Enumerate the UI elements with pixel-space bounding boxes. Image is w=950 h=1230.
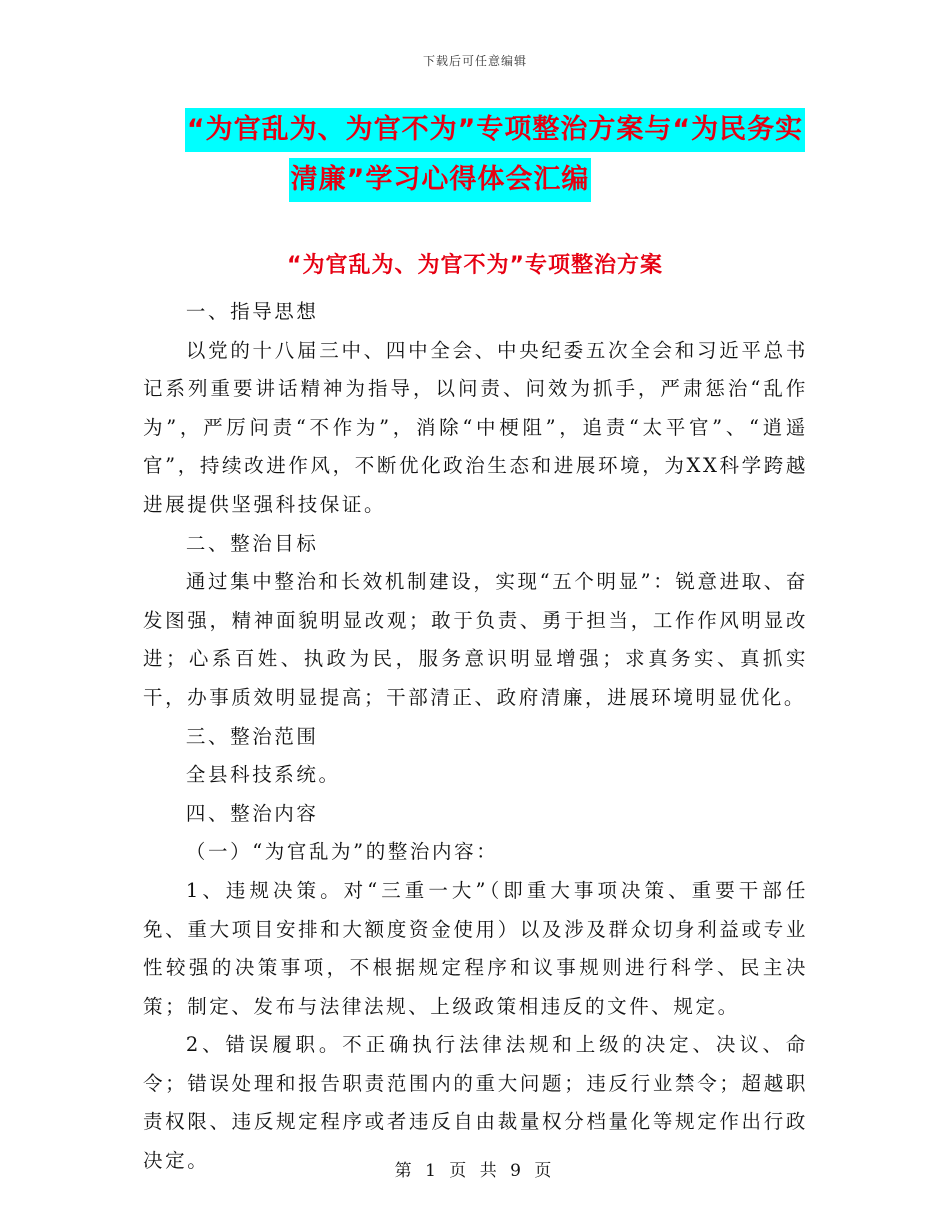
header-note: 下载后可任意编辑 bbox=[422, 54, 527, 68]
heading-rectification-content: 四、整治内容 bbox=[185, 801, 319, 825]
section-title: “为官乱为、为官不为”专项整治方案 bbox=[287, 253, 663, 278]
paragraph-rectification-goals: 通过集中整治和长效机制建设，实现“五个明显”：锐意进取、奋发图强，精神面貌明显改观；敢于负责、勇于担当，工作作风明显改进；心系百姓、执政为民，服务意识明显增强；求真务实、真抓实干，办事质效明显提高；干部清正、政府清廉，进展环境明显优化。 bbox=[143, 570, 808, 709]
heading-guiding-ideology: 一、指导思想 bbox=[185, 300, 319, 323]
heading-rectification-scope: 三、整治范围 bbox=[185, 724, 319, 748]
document-title bbox=[0, 108, 950, 202]
page-footer: 第 1 页 共 9 页 bbox=[394, 1161, 556, 1181]
paragraph-guiding-ideology: 以党的十八届三中、四中全会、中央纪委五次全会和习近平总书记系列重要讲话精神为指导，以问责、问效为抓手，严肃惩治“乱作为”，严厉问责“不作为”，消除“中梗阻”，追责“太平官”、“逍遥官”，持续改进作风，不断优化政治生态和进展环境，为XX科学跨越进展提供坚强科技保证。 bbox=[143, 338, 808, 516]
paragraph-illegal-decisions: 1、违规决策。对“三重一大”（即重大事项决策、重要干部任免、重大项目安排和大额度资金使用）以及涉及群众切身利益或专业性较强的决策事项，不根据规定程序和议事规则进行科学、民主决策；制定、发布与法律法规、上级政策相违反的文件、规定。 bbox=[143, 878, 808, 1018]
paragraph-wrong-duty: 2、错误履职。不正确执行法律法规和上级的决定、决议、命令；错误处理和报告职责范围内的重大问题；违反行业禁令；超越职责权限、违反规定程序或者违反自由裁量权分档量化等规定作出行政决定。 bbox=[143, 1033, 808, 1173]
heading-rectification-goals: 二、整治目标 bbox=[185, 531, 319, 555]
document-title-line1: “为官乱为、为官不为”专项整治方案与“为民务实 bbox=[185, 108, 805, 152]
subheading-misconduct: （一）“为官乱为”的整治内容： bbox=[185, 840, 499, 864]
document-body bbox=[143, 293, 808, 1181]
paragraph-rectification-scope: 全县科技系统。 bbox=[185, 763, 341, 787]
document-title-line2: 清廉”学习心得体会汇编 bbox=[289, 158, 592, 202]
